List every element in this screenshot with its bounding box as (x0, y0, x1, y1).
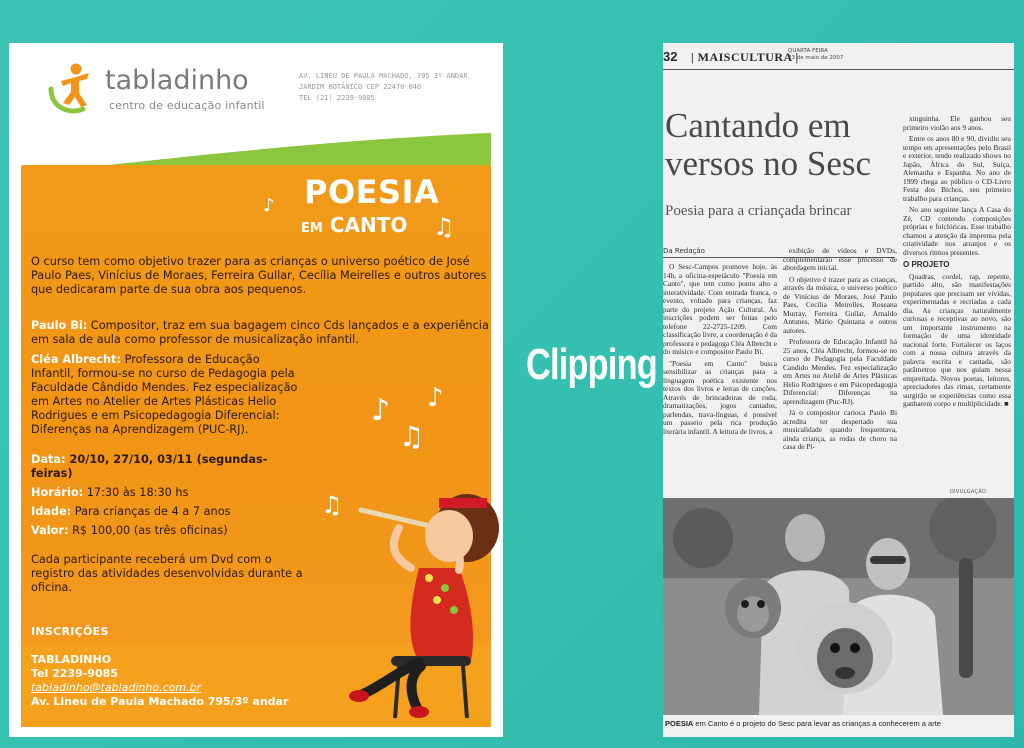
paragraph: Já o compositor carioca Paulo Bi acredita ter despertado sua musicalidade quando frequentava, ainda criança, as rodas de choro na casa de Pi- (783, 408, 897, 451)
header-rule (663, 69, 1014, 70)
bio-paulo (31, 319, 491, 347)
subtitle: Poesia para a criançada brincar (665, 203, 852, 219)
page-number: 32 (663, 49, 678, 64)
bio-clea-name: Cléa Albrecht: (31, 353, 121, 366)
newspaper-header (663, 49, 1014, 67)
bio-clea-text: Professora de Educação Infantil, formou-se no curso de Pedagogia pela Faculdade Cândido Mendes. Fez especialização em Artes no Atelier de Artes Plásticas Helio Rodrigues e em Psicopedagogia Diferencial: Diferenças na Aprendizagem (PUC-RJ). (31, 353, 298, 436)
issue-weekday: QUARTA-FEIRA (788, 48, 828, 54)
address-line: JARDIM BOTÂNICO CEP 22470-040 (299, 83, 422, 91)
caption-bold: POESIA (665, 719, 694, 728)
section-name: | MAISCULTURA | (691, 50, 799, 64)
photo-caption (665, 719, 1014, 728)
contact-phone: Tel 2239-9085 (31, 667, 118, 680)
flyer-subtitle (301, 213, 407, 237)
title-em: EM (301, 221, 323, 236)
svg-text:♫: ♫ (399, 420, 425, 453)
contact-email: tabladinho@tabladinho.com.br (31, 681, 202, 694)
caption-text: em Canto é o projeto do Sesc para levar as crianças a conhecerem a arte (693, 719, 941, 728)
contact-name: TABLADINHO (31, 653, 112, 666)
data-value: 20/10, 27/10, 03/11 (segundas-feiras) (31, 453, 268, 480)
girl-flute-illustration (299, 378, 499, 723)
bio-paulo-name: Paulo Bi: (31, 319, 88, 332)
tabladinho-logo (43, 59, 273, 119)
clipping-label: Clipping (525, 340, 657, 389)
child-figure-icon (43, 59, 103, 119)
idade-value: Para crianças de 4 a 7 anos (71, 505, 231, 518)
paragraph: exibição de vídeos e DVDs, complementarão esse processo de abordagem inicial. (783, 247, 897, 272)
flyer-title: POESIA (304, 173, 440, 211)
paragraph: Quadras, cordel, rap, repente, partido alto, são manifestações populares que precisam ser vividas, experimentadas e recriadas a cada dia. As crianças naturalmente curiosas e receptivas ao novo, são um importante instrumento na formação de uma identidade nacional forte. Fortalecer os laços com a nossa cultura através da palavra escrita e cantada, são parâmetros que nos guiam nessa empreitada. Novos poetas, leitores, apreciadores das rimas, certamente surgirão se experiências como essa ganharem corpo e multiplicidade. ■ (903, 271, 1011, 408)
newspaper-clipping (663, 43, 1014, 737)
issue-date-text: 23 de maio de 2007 (788, 55, 844, 61)
title-canto: CANTO (329, 213, 408, 237)
issue-date (788, 48, 843, 62)
idade-line (31, 505, 291, 519)
photo-credit: DIVULGAÇÃO (950, 489, 987, 495)
data-line (31, 453, 291, 481)
article-column (663, 263, 777, 495)
byline: Da Redação (663, 247, 705, 255)
svg-text:♪: ♪ (427, 383, 444, 413)
paragraph: "Poesia em Canto" busca sensibilizar as crianças para a linguagem poética existente nos textos dos livros e letras de canções. Através de brincadeiras de roda, dramatizações, jogos cantados, parlendas, trava-línguas, é possível um passeio pela rica produção literária infantil. A leitura de livros, a (663, 358, 777, 436)
address-line: TEL (21) 2239-9085 (299, 94, 375, 102)
svg-text:♪: ♪ (371, 393, 391, 428)
article-column (903, 115, 1011, 495)
contact-block (31, 653, 288, 709)
valor-label: Valor: (31, 524, 69, 537)
bio-clea (31, 353, 301, 437)
flyer-address (299, 71, 495, 104)
logo-name: tabladinho (105, 65, 249, 96)
dvd-note: Cada participante receberá um Dvd com o registro das atividades desenvolvidas durante a oficina. (31, 553, 303, 594)
headline: Cantando em versos no Sesc (665, 106, 872, 183)
valor-line (31, 524, 291, 538)
paragraph: xinguinha. Ele ganhou seu primeiro violão aos 9 anos. (903, 115, 1011, 132)
flyer-image (9, 43, 503, 737)
logo-tagline: centro de educação infantil (109, 99, 265, 112)
horario-label: Horário: (31, 486, 84, 499)
paragraph: O Sesc-Campos promove hoje, às 14h, a oficina-espetáculo "Poesia em Canto", que tem como ponto alto a interatividade. Com entrada franca, o evento, voltado para crianças, faz parte do projeto Ação Cultural. As inscrições podem ser feitas pelo telefone 22-2725-1209. Com classificação livre, a coordenação é da professora e pedagoga Cléa Albrecht e do músico e compositor Paulo Bi. (663, 263, 777, 356)
section-heading: O PROJETO (903, 260, 950, 269)
paragraph: Entre os anos 80 e 90, dividiu seu tempo em apresentações pelo Brasil e exterior, tendo realizado shows no Japão, África do Sul, Suíça, Alemanha e Espanha. No ano de 1999 chega ao público o CD-Livro Festa dos Bichos, seu primeiro trabalho para crianças. (903, 134, 1011, 203)
idade-label: Idade: (31, 505, 72, 518)
paragraph: Professora de Educação Infantil há 25 anos, Cléa Albrecht, formou-se no curso de Pedagogia pela Faculdade Candido Mendes. Fez especialização em Artes no Ateliê de Artes Plásticas Helio Rodrigues e em Psicopedagogia Diferencial: Diferenças na aprendizagem (Puc-RJ). (783, 337, 897, 406)
article-column (783, 247, 897, 495)
data-label: Data: (31, 453, 66, 466)
music-note-icon: ♫ (433, 213, 455, 241)
paragraph: No ano seguinte lança A Casa do Zé, CD contendo composições próprias e folclóricas. Esse trabalho chamou a atenção da imprensa pela criatividade nos arranjos e os diversos ritmos presentes. (903, 205, 1011, 257)
horario-line (31, 486, 291, 500)
contact-address: Av. Lineu de Paula Machado 795/3º andar (31, 695, 289, 708)
flyer-intro: O curso tem como objetivo trazer para as crianças o universo poético de José Paulo Paes, Vinícius de Moraes, Ferreira Gullar, Cecília Meirelles e outros autores que dedicaram parte de sua obra aos pequenos. (31, 255, 487, 296)
svg-text:♫: ♫ (321, 491, 343, 519)
valor-value: R$ 100,00 (as três oficinas) (68, 524, 228, 537)
inscricoes-heading: INSCRIÇÕES (31, 625, 109, 638)
address-line: AV. LINEU DE PAULA MACHADO, 795 3º ANDAR (299, 72, 468, 80)
bio-paulo-text: Compositor, traz em sua bagagem cinco Cds lançados e a experiência em sala de aula como professor de musicalização infantil. (31, 319, 489, 346)
paragraph: O objetivo é trazer para as crianças, através da música, o universo poético de Vinícius de Moraes, José Paulo Paes, Cecília Meirelles, Roseana Murray, Ferreira Gullar, Arnaldo Antunes, Mário Quintana e outros autores. (783, 274, 897, 335)
horario-value: 17:30 às 18:30 hs (83, 486, 189, 499)
article-photo (663, 498, 1014, 715)
music-note-icon: ♪ (263, 195, 275, 216)
